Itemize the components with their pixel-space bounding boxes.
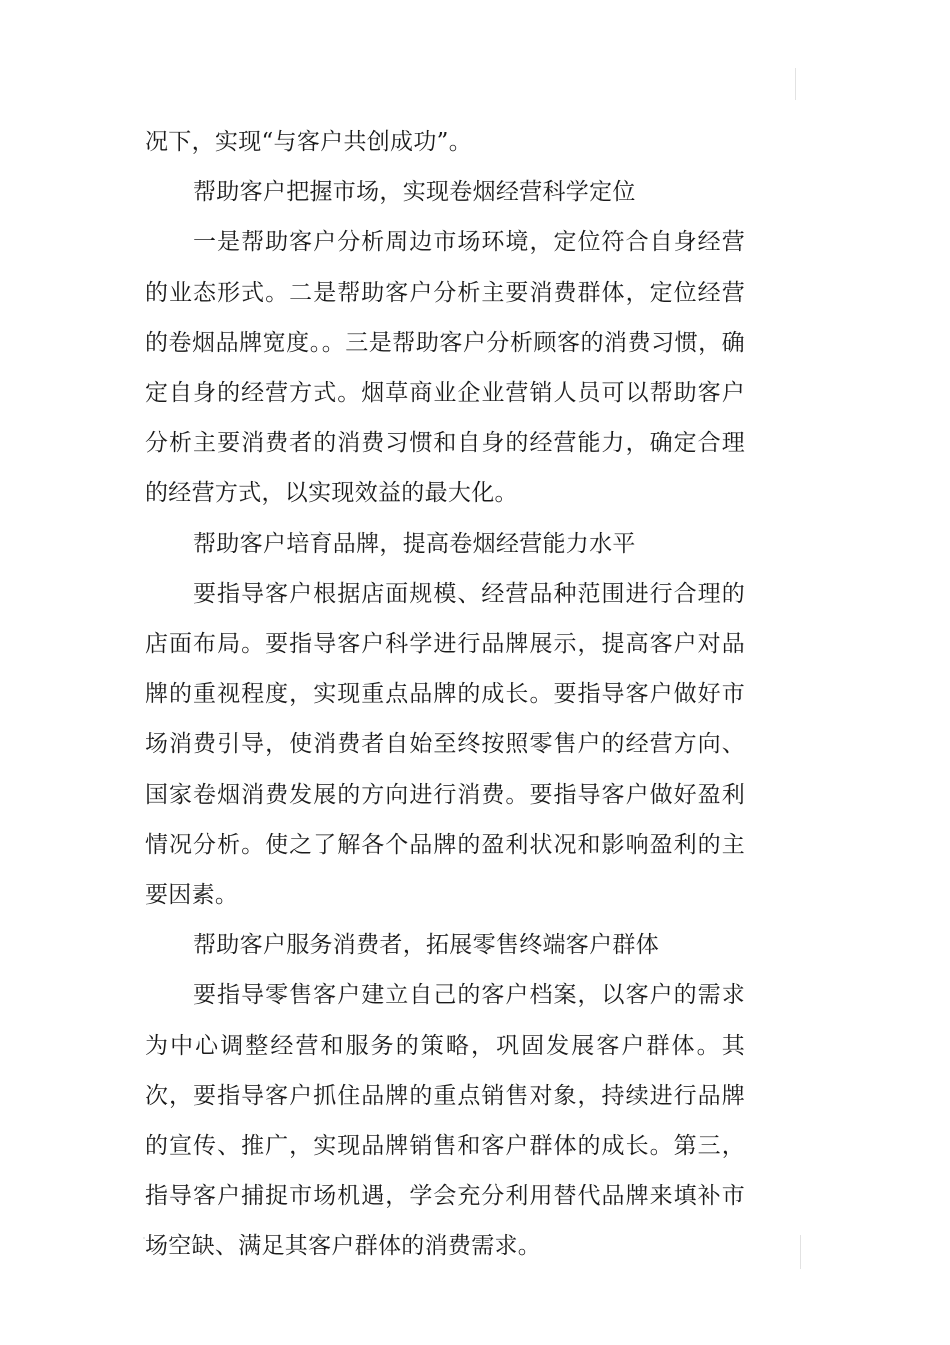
paragraph-market-positioning: 一是帮助客户分析周边市场环境，定位符合自身经营的业态形式。二是帮助客户分析主要消费群体，定位经营的卷烟品牌宽度。。三是帮助客户分析顾客的消费习惯，确定自身的经营方式。烟草商业企业营销人员可以帮助客户分析主要消费者的消费习惯和自身的经营能力，确定合理的经营方式，以实现效益的最大化。: [145, 229, 745, 507]
paragraph-consumer-service: 要指导零售客户建立自己的客户档案，以客户的需求为中心调整经营和服务的策略，巩固发展客户群体。其次，要指导客户抓住品牌的重点销售对象，持续进行品牌的宣传、推广，实现品牌销售和客户群体的成长。第三，指导客户捕捉市场机遇，学会充分利用替代品牌来填补市场空缺、满足其客户群体的消费需求。: [145, 982, 745, 1260]
page-speck: [143, 1237, 145, 1239]
document-body: [145, 117, 745, 1272]
paragraph-brand-cultivation: 要指导客户根据店面规模、经营品种范围进行合理的店面布局。要指导客户科学进行品牌展示，提高客户对品牌的重视程度，实现重点品牌的成长。要指导客户做好市场消费引导，使消费者自始至终按照零售户的经营方向、国家卷烟消费发展的方向进行消费。要指导客户做好盈利情况分析。使之了解各个品牌的盈利状况和影响盈利的主要因素。: [145, 580, 745, 909]
section-heading-brand-cultivation: 帮助客户培育品牌，提高卷烟经营能力水平: [193, 530, 636, 557]
page-edge-mark: [800, 1235, 801, 1269]
section-heading-market-positioning: 帮助客户把握市场，实现卷烟经营科学定位: [193, 179, 636, 206]
section-heading-consumer-service: 帮助客户服务消费者，拓展零售终端客户群体: [193, 932, 659, 959]
paragraph-continuation: 况下，实现“与客户共创成功”。: [145, 129, 473, 155]
page-edge-mark: [795, 68, 796, 100]
